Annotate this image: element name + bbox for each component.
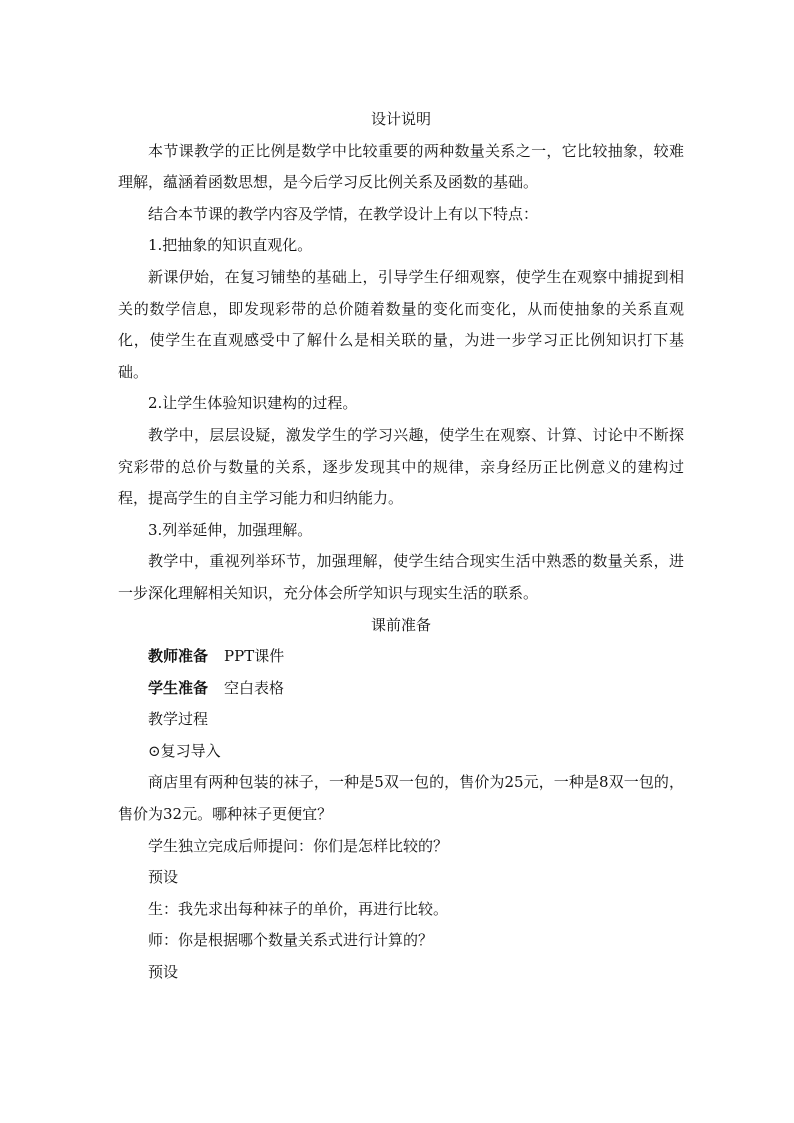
design-note-intro: 本节课教学的正比例是数学中比较重要的两种数量关系之一，它比较抽象，较难理解，蕴涵着函数思想，是今后学习反比例关系及函数的基础。 bbox=[118, 141, 684, 192]
student-preparation-label: 学生准备 bbox=[148, 678, 209, 697]
point-3-title: 3.列举延伸，加强理解。 bbox=[148, 520, 313, 539]
point-3-body: 教学中，重视列举环节，加强理解，使学生结合现实生活中熟悉的数量关系，进一步深化理解相关知识，充分体会所学知识与现实生活的联系。 bbox=[118, 552, 684, 602]
design-features-lead: 结合本节课的教学内容及学情，在教学设计上有以下特点： bbox=[148, 204, 539, 223]
point-1-title: 1.把抽象的知识直观化。 bbox=[148, 236, 313, 255]
socks-problem: 商店里有两种包装的袜子，一种是5双一包的，售价为25元，一种是8双一包的，售价为32元。哪种袜子更便宜？ bbox=[118, 773, 684, 824]
preset-label-2: 预设 bbox=[148, 963, 179, 982]
teacher-preparation bbox=[118, 641, 684, 673]
point-2-body: 教学中，层层设疑，激发学生的学习兴趣，使学生在观察、计算、讨论中不断探究彩带的总价与数量的关系，逐步发现其中的规律，亲身经历正比例意义的建构过程，提高学生的自主学习能力和归纳能力。 bbox=[118, 425, 684, 508]
point-2-title: 2.让学生体验知识建构的过程。 bbox=[148, 394, 358, 413]
design-note-title: 设计说明 bbox=[370, 110, 431, 128]
student-answer: 生：我先求出每种袜子的单价，再进行比较。 bbox=[148, 899, 449, 918]
teacher-preparation-label: 教师准备 bbox=[148, 647, 209, 666]
review-intro-heading: ⊙复习导入 bbox=[148, 741, 221, 760]
teacher-question-1: 学生独立完成后师提问：你们是怎样比较的？ bbox=[148, 836, 449, 855]
student-preparation-value: 空白表格 bbox=[224, 678, 285, 697]
document-body bbox=[118, 104, 684, 989]
point-1-body: 新课伊始，在复习铺垫的基础上，引导学生仔细观察，使学生在观察中捕捉到相关的数学信息，即发现彩带的总价随着数量的变化而变化，从而使抽象的关系直观化，使学生在直观感受中了解什么是相关联的量，为进一步学习正比例知识打下基础。 bbox=[118, 267, 684, 381]
student-preparation bbox=[118, 673, 684, 705]
preset-label-1: 预设 bbox=[148, 868, 179, 887]
teacher-question-2: 师：你是根据哪个数量关系式进行计算的？ bbox=[148, 931, 434, 950]
teacher-preparation-value: PPT课件 bbox=[224, 647, 285, 666]
preparation-title: 课前准备 bbox=[370, 615, 431, 634]
process-title: 教学过程 bbox=[148, 710, 209, 729]
